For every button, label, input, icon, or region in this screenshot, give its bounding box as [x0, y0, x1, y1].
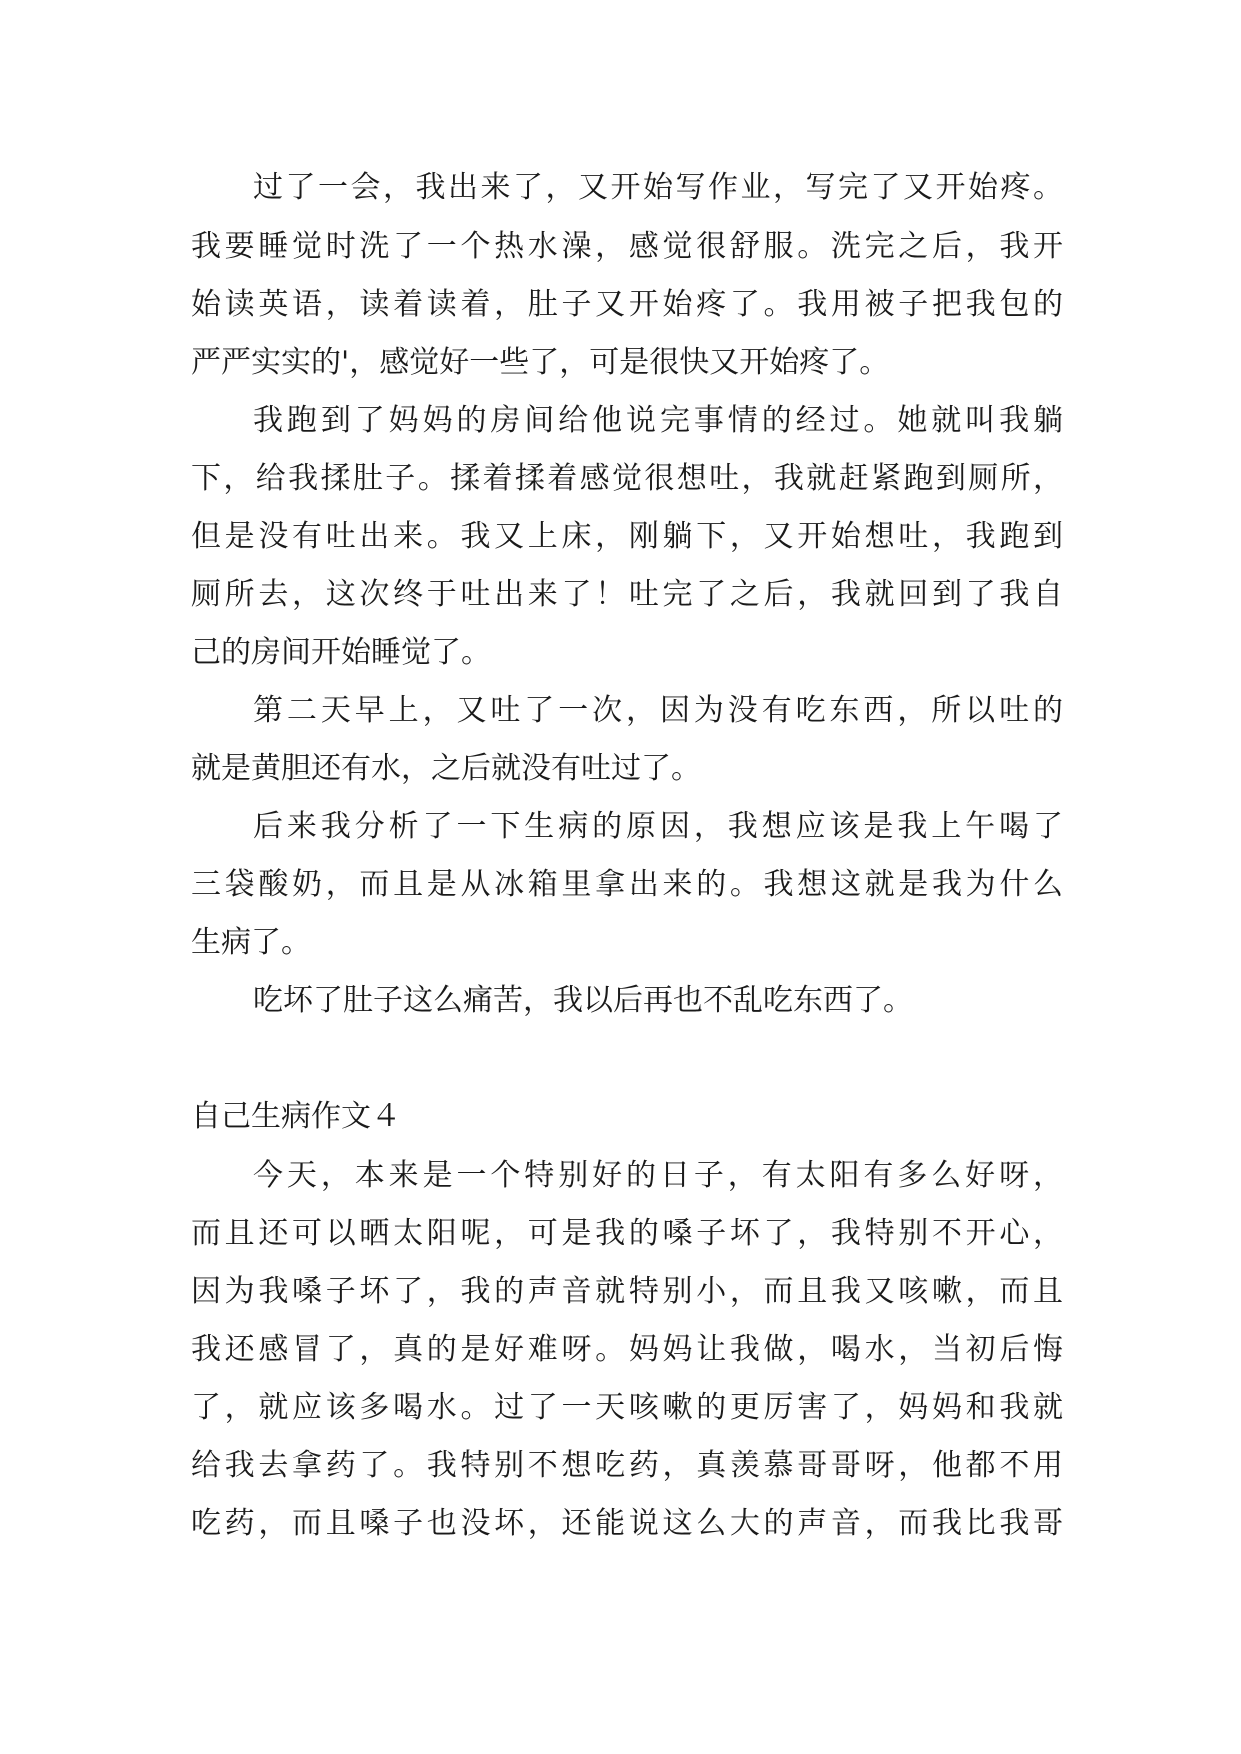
text-line: 第二天早上，又吐了一次，因为没有吃东西，所以吐的	[253, 693, 1063, 728]
text-line: 下，给我揉肚子。揉着揉着感觉很想吐，我就赶紧跑到厕所，	[191, 461, 1063, 496]
text-line: 生病了。	[191, 925, 311, 960]
section-heading: 自己生病作文４	[191, 1099, 401, 1134]
text-line: 始读英语，读着读着，肚子又开始疼了。我用被子把我包的	[191, 287, 1063, 322]
text-line: 我跑到了妈妈的房间给他说完事情的经过。她就叫我躺	[253, 403, 1063, 438]
text-line: 今天，本来是一个特别好的日子，有太阳有多么好呀，	[253, 1158, 1063, 1193]
text-line: 我要睡觉时洗了一个热水澡，感觉很舒服。洗完之后，我开	[191, 229, 1063, 264]
text-line: 就是黄胆还有水，之后就没有吐过了。	[191, 751, 701, 786]
text-line: 而且还可以晒太阳呢，可是我的嗓子坏了，我特别不开心，	[191, 1216, 1063, 1251]
text-line: 厕所去，这次终于吐出来了！吐完了之后，我就回到了我自	[191, 577, 1063, 612]
text-line: 给我去拿药了。我特别不想吃药，真羡慕哥哥呀，他都不用	[191, 1448, 1063, 1483]
text-line: 三袋酸奶，而且是从冰箱里拿出来的。我想这就是我为什么	[191, 867, 1063, 902]
text-line: 己的房间开始睡觉了。	[191, 635, 491, 670]
text-line: 严严实实的'，感觉好一些了，可是很快又开始疼了。	[191, 345, 890, 380]
text-line: 过了一会，我出来了，又开始写作业，写完了又开始疼。	[253, 170, 1063, 205]
text-line: 我还感冒了，真的是好难呀。妈妈让我做，喝水，当初后悔	[191, 1332, 1063, 1367]
text-line: 因为我嗓子坏了，我的声音就特别小，而且我又咳嗽，而且	[191, 1274, 1063, 1309]
text-line: 但是没有吐出来。我又上床，刚躺下，又开始想吐，我跑到	[191, 519, 1063, 554]
text-line: 了，就应该多喝水。过了一天咳嗽的更厉害了，妈妈和我就	[191, 1390, 1063, 1425]
text-line: 吃药，而且嗓子也没坏，还能说这么大的声音，而我比我哥	[191, 1506, 1063, 1541]
text-line: 后来我分析了一下生病的原因，我想应该是我上午喝了	[253, 809, 1063, 844]
text-line: 吃坏了肚子这么痛苦，我以后再也不乱吃东西了。	[253, 983, 913, 1018]
